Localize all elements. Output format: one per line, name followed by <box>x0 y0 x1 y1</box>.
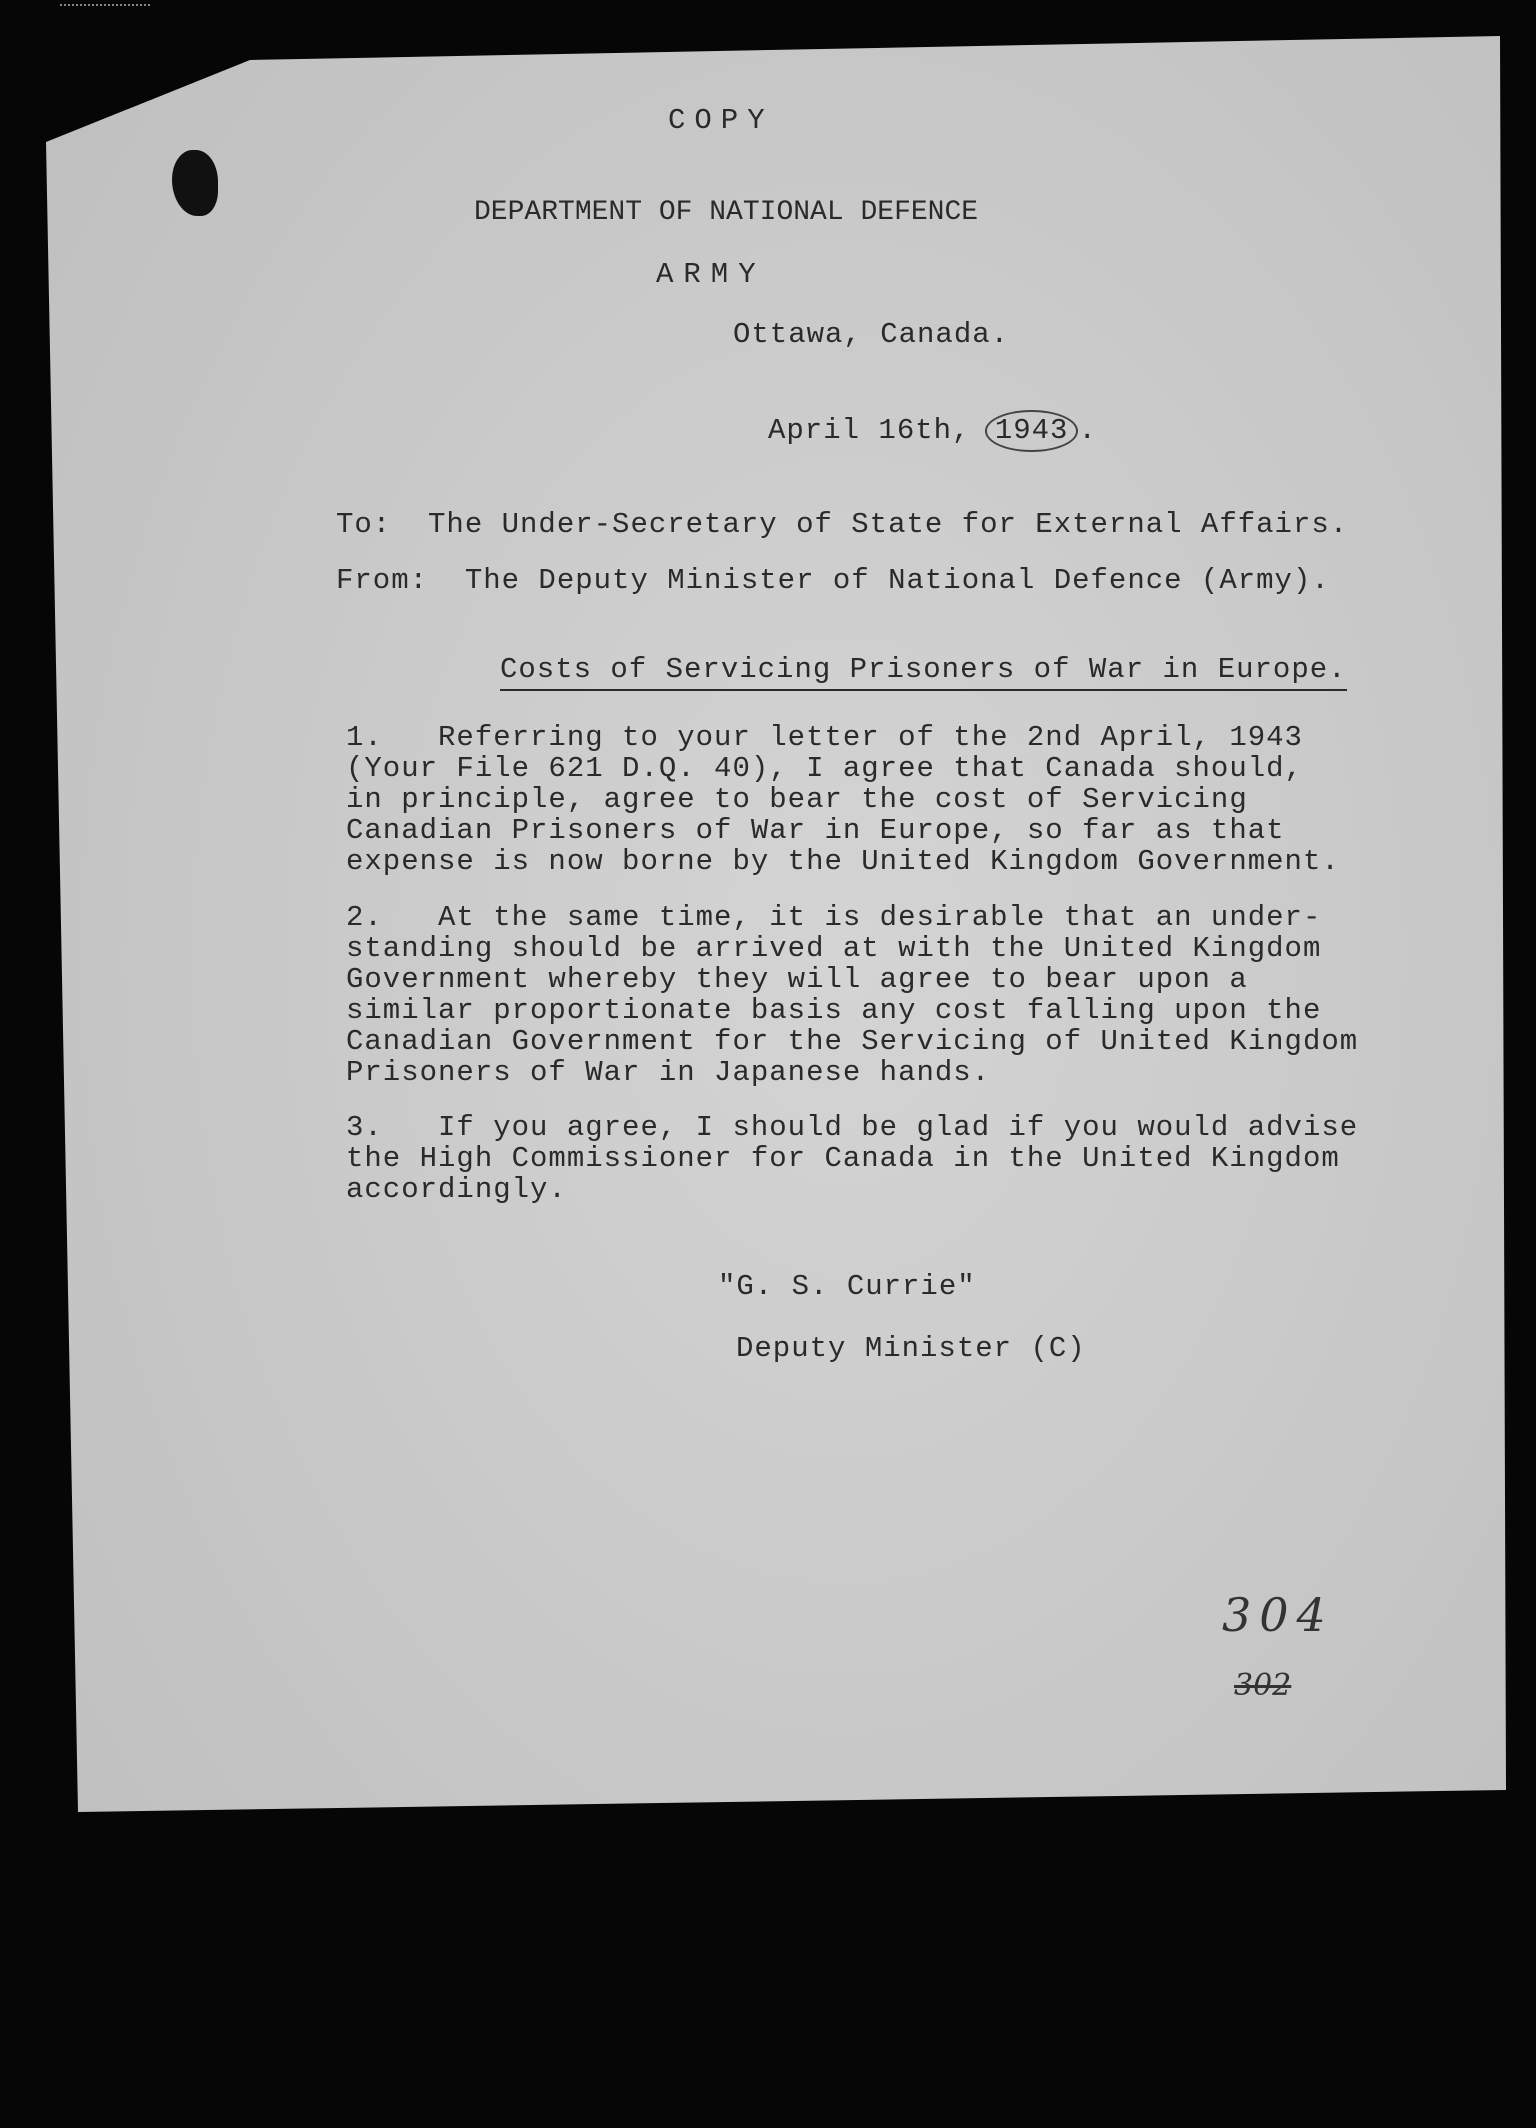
place-line: Ottawa, Canada. <box>733 318 1010 351</box>
signature-name: "G. S. Currie" <box>718 1270 976 1303</box>
branch-heading: ARMY <box>656 258 766 291</box>
edge-mark <box>60 4 150 16</box>
paragraph-2: 2. At the same time, it is desirable that an under- standing should be arrived at with the United Kingdom Government whereby they will agree to bear upon a similar proportionate basis any cost falling upon the Canadian Government for the Servicing of United Kingdom Prisoners of War in Japanese hands. <box>346 901 1359 1089</box>
date-prefix: April 16th, <box>768 414 971 447</box>
signature-title: Deputy Minister (C) <box>736 1332 1086 1365</box>
recipient-line: To: The Under-Secretary of State for External Affairs. <box>336 508 1349 541</box>
folio-number: 304 <box>1222 1588 1334 1642</box>
copy-label: COPY <box>668 104 774 137</box>
date-year: 1943 <box>985 410 1079 452</box>
paragraph-3: 3. If you agree, I should be glad if you would advise the High Commissioner for Canada in the United Kingdom accordingly. <box>346 1111 1359 1206</box>
date-line <box>768 410 1097 452</box>
department-heading: DEPARTMENT OF NATIONAL DEFENCE <box>474 197 979 228</box>
subject-line: Costs of Servicing Prisoners of War in Europe. <box>500 653 1347 691</box>
date-suffix: . <box>1078 414 1097 447</box>
sender-line: From: The Deputy Minister of National Defence (Army). <box>336 564 1330 597</box>
paragraph-1: 1. Referring to your letter of the 2nd April, 1943 (Your File 621 D.Q. 40), I agree that Canada should, in principle, agree to bear the cost of Servicing Canadian Prisoners of War in Europe, so far as that expense is now borne by the United Kingdom Government. <box>346 721 1340 878</box>
folio-old-number: 302 <box>1234 1668 1292 1703</box>
